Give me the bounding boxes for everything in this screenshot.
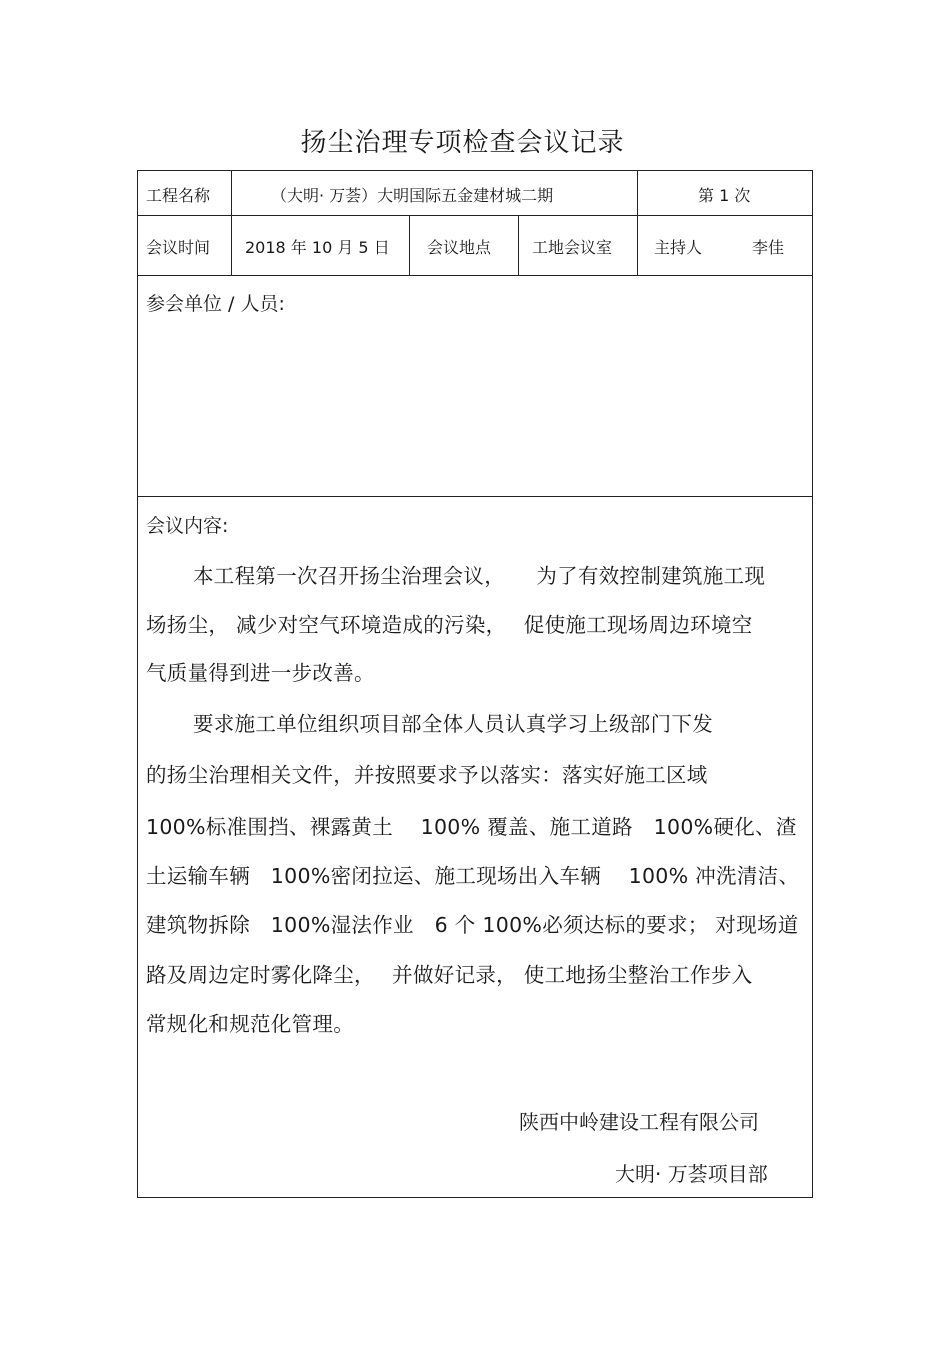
signature-company: 陕西中岭建设工程有限公司 [519, 1110, 759, 1134]
paragraph-line: 本工程第一次召开扬尘治理会议， 为了有效控制建筑施工现 [193, 564, 766, 588]
paragraph-line: 要求施工单位组织项目部全体人员认真学习上级部门下发 [193, 712, 713, 736]
meeting-time-value: 2018 年 10 月 5 日 [245, 238, 390, 257]
project-name-value: （大明· 万荟）大明国际五金建材城二期 [271, 186, 554, 205]
paragraph-line: 常规化和规范化管理。 [146, 1012, 354, 1036]
column-divider [231, 171, 232, 275]
project-name-label: 工程名称 [146, 186, 211, 205]
paragraph-line: 建筑物拆除 100%湿法作业 6 个 100%必须达标的要求； 对现场道 [146, 913, 799, 937]
paragraph-line: 100%标准围挡、裸露黄土 100% 覆盖、施工道路 100%硬化、渣 [146, 815, 797, 839]
paragraph-line: 路及周边定时雾化降尘， 并做好记录， 使工地扬尘整治工作步入 [146, 963, 753, 987]
document-title: 扬尘治理专项检查会议记录 [300, 128, 625, 158]
signature-department: 大明· 万荟项目部 [615, 1162, 768, 1186]
attendees-label: 参会单位 / 人员: [146, 293, 285, 315]
paragraph-line: 气质量得到进一步改善。 [146, 661, 375, 685]
host-value: 李佳 [752, 238, 785, 257]
content-label: 会议内容: [146, 515, 229, 537]
meeting-place-label: 会议地点 [427, 238, 492, 257]
meeting-place-value: 工地会议室 [532, 238, 613, 257]
row-divider [138, 496, 812, 497]
column-divider [637, 171, 638, 275]
paragraph-line: 的扬尘治理相关文件，并按照要求予以落实：落实好施工区域 [146, 763, 708, 787]
host-label: 主持人 [654, 238, 703, 257]
meeting-count: 第 1 次 [698, 186, 751, 205]
column-divider [518, 215, 519, 275]
row-divider [138, 275, 812, 276]
meeting-record-table [137, 170, 813, 1198]
row-divider [138, 215, 812, 216]
paragraph-line: 场扬尘， 减少对空气环境造成的污染， 促使施工现场周边环境空 [146, 613, 753, 637]
paragraph-line: 土运输车辆 100%密闭拉运、施工现场出入车辆 100% 冲洗清洁、 [146, 864, 800, 888]
column-divider [409, 215, 410, 275]
meeting-time-label: 会议时间 [146, 238, 211, 257]
